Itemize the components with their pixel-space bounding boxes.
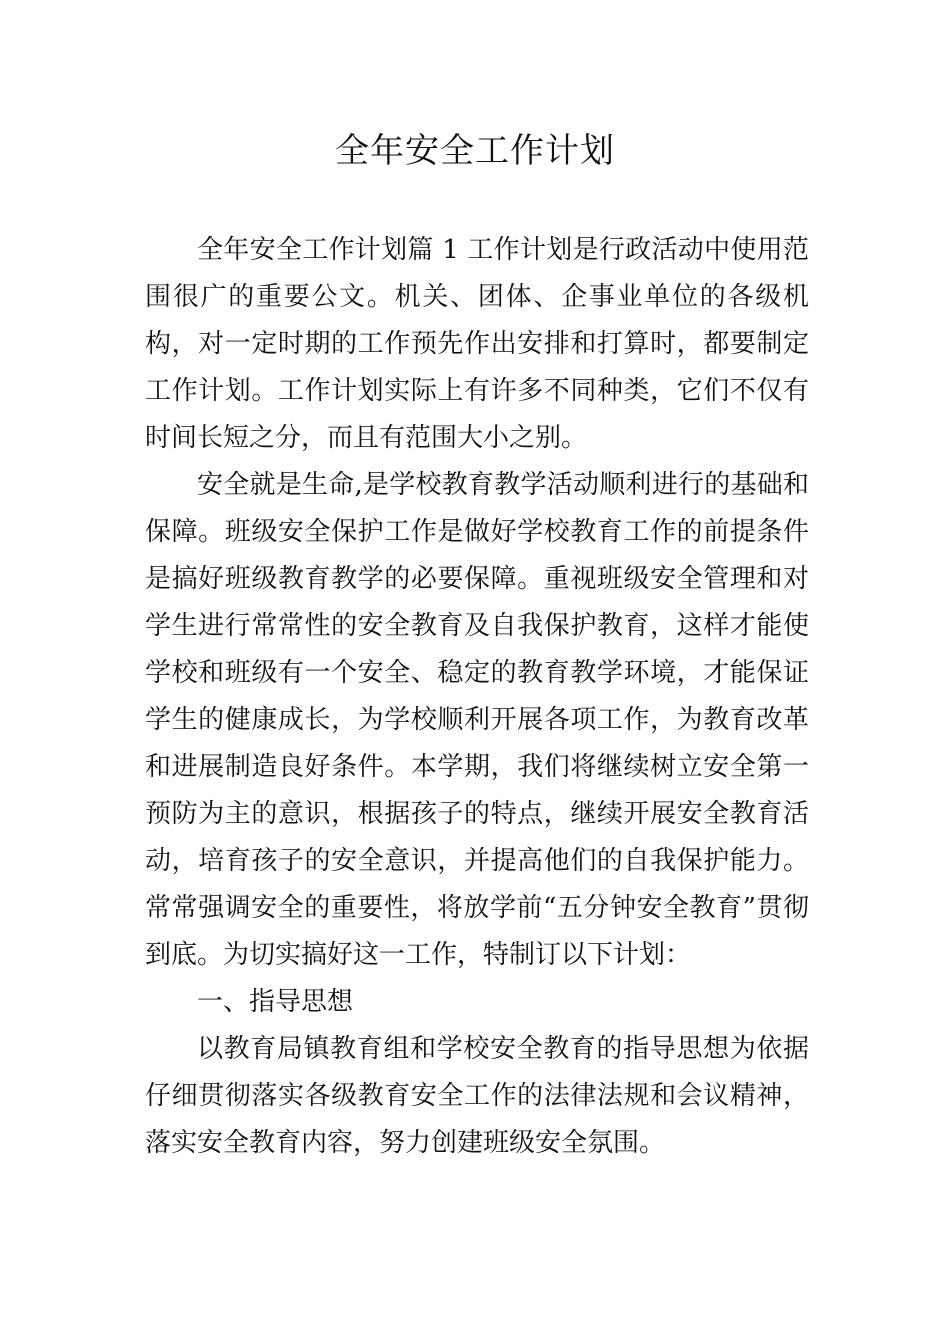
paragraph-safety: 安全就是生命,是学校教育教学活动顺利进行的基础和保障。班级安全保护工作是做好学校教育工作的前提条件是搞好班级教育教学的必要保障。重视班级安全管理和对学生进行常常性的安全教育及自我保护教育，这样才能使学校和班级有一个安全、稳定的教育教学环境，才能保证学生的健康成长，为学校顺利开展各项工作，为教育改革和进展制造良好条件。本学期，我们将继续树立安全第一预防为主的意识，根据孩子的特点，继续开展安全教育活动，培育孩子的安全意识，并提高他们的自我保护能力。常常强调安全的重要性，将放学前“五分钟安全教育”贯彻到底。为切实搞好这一工作，特制订以下计划： bbox=[145, 470, 809, 970]
paragraph-intro: 全年安全工作计划篇 1 工作计划是行政活动中使用范围很广的重要公文。机关、团体、企事业单位的各级机构，对一定时期的工作预先作出安排和打算时，都要制定工作计划。工作计划实际上有许多不同种类，它们不仅有时间长短之分，而且有范围大小之别。 bbox=[145, 235, 809, 453]
paragraph-guiding-ideology: 以教育局镇教育组和学校安全教育的指导思想为依据仔细贯彻落实各级教育安全工作的法律法规和会议精神，落实安全教育内容，努力创建班级安全氛围。 bbox=[145, 1034, 809, 1158]
section-heading-guiding-ideology: 一、指导思想 bbox=[197, 987, 354, 1017]
document-title: 全年安全工作计划 bbox=[335, 131, 615, 171]
document-body bbox=[145, 227, 809, 1167]
